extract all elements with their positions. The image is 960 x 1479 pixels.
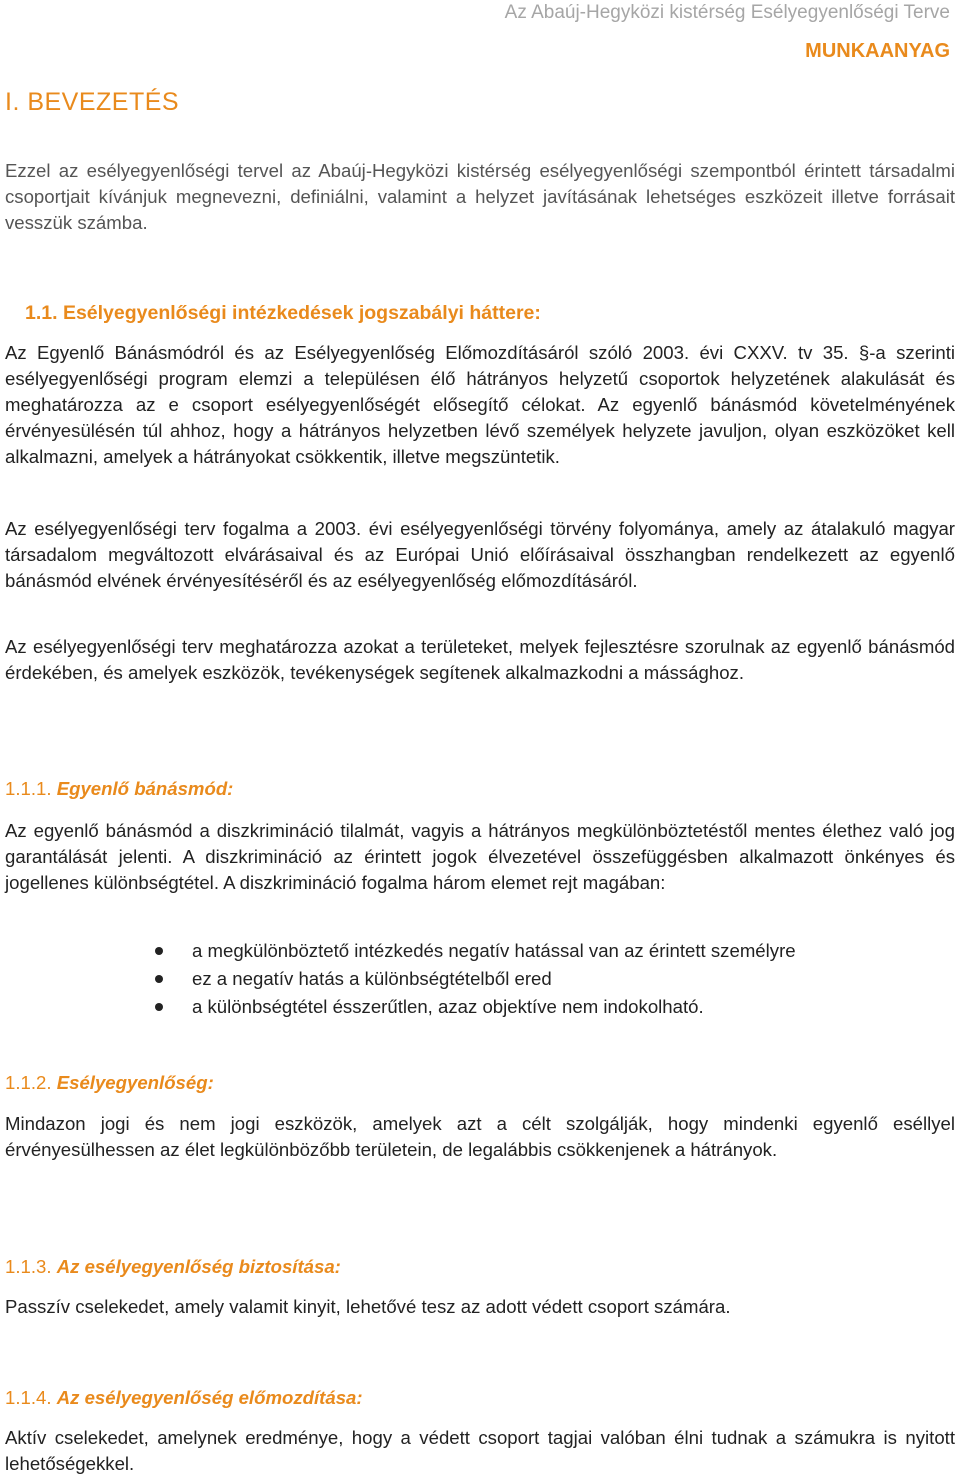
subsection-title: Egyenlő bánásmód:	[56, 778, 234, 799]
bullet-icon	[155, 975, 163, 983]
legal-paragraph-3: Az esélyegyenlőségi terv meghatározza azokat a területeket, melyek fejlesztésre szorulnak az egyenlő bánásmód érdekében, és amelyek eszközök, tevékenységek segítenek alkalmazkodni a mássághoz.	[5, 636, 955, 683]
subsection-heading-1-1-1	[5, 778, 233, 800]
subsection-heading-1-1-4	[5, 1387, 363, 1409]
intro-paragraph: Ezzel az esélyegyenlőségi tervel az Abaúj-Hegyközi kistérség esélyegyenlőségi szempontból érintett társadalmi csoportjait kívánjuk megnevezni, definiálni, valamint a helyzet javításának lehetséges eszközeit illetve forrásait vesszük számba.	[5, 160, 955, 233]
subsection-title: Az esélyegyenlőség előmozdítása:	[56, 1387, 363, 1408]
subsection-title: Esélyegyenlőség:	[56, 1072, 214, 1093]
opportunity-ensuring-paragraph: Passzív cselekedet, amely valamit kinyit, lehetővé tesz az adott védett csoport számára.	[5, 1296, 731, 1317]
subsection-number: 1.1.3.	[5, 1256, 52, 1277]
draft-label: MUNKAANYAG	[805, 40, 950, 62]
equal-treatment-paragraph: Az egyenlő bánásmód a diszkrimináció tilalmát, vagyis a hátrányos megkülönböztetéstől mentes élethez való jog garantálását jelenti. A diszkrimináció az érintett jogok élvezetével összefüggésben alkalmazott önkényes és jogellenes különbségtétel. A diszkrimináció fogalma három elemet rejt magában:	[5, 820, 955, 893]
subsection-number: 1.1.2.	[5, 1072, 52, 1093]
bullet-icon	[155, 1003, 163, 1011]
running-header: Az Abaúj-Hegyközi kistérség Esélyegyenlőségi Terve	[504, 2, 950, 23]
equal-opportunity-paragraph: Mindazon jogi és nem jogi eszközök, amelyek azt a célt szolgálják, hogy mindenki egyenlő eséllyel érvényesülhessen az élet legkülönbözőbb területein, de legalábbis csökkenjenek a hátrányok.	[5, 1113, 955, 1160]
subsection-number: 1.1.1.	[5, 778, 52, 799]
legal-paragraph-1: Az Egyenlő Bánásmódról és az Esélyegyenlőség Előmozdításáról szóló 2003. évi CXXV. tv 35. §-a szerinti esélyegyenlőségi program elemzi a településen élő hátrányos helyzetű csoportok helyzetének alakulását és meghatározza az e csoport esélyegyenlőségét elősegítő célokat. Az egyenlő bánásmód követelményének érvényesülésén túl ahhoz, hogy a hátrányos helyzetben lévő személyek helyzete javuljon, olyan eszközöket kell alkalmazni, amelyek a hátrányokat csökkentik, illetve megszüntetik.	[5, 342, 955, 467]
legal-paragraph-2: Az esélyegyenlőségi terv fogalma a 2003. évi esélyegyenlőségi törvény folyománya, amely az átalakuló magyar társadalom megváltozott elvárásaival és az Európai Unió előírásaival összhangban rendelkezett az egyenlő bánásmód elvének érvényesítéséről és az esélyegyenlőség előmozdításáról.	[5, 518, 955, 591]
bullet-icon	[155, 947, 163, 955]
subsection-heading-1-1-2	[5, 1072, 214, 1094]
subsection-heading-1-1-3	[5, 1256, 341, 1278]
subsection-title: Az esélyegyenlőség biztosítása:	[56, 1256, 341, 1277]
chapter-title: I. BEVEZETÉS	[5, 88, 180, 116]
opportunity-promotion-paragraph: Aktív cselekedet, amelynek eredménye, hogy a védett csoport tagjai valóban élni tudnak a számukra is nyitott lehetőségekkel.	[5, 1427, 955, 1474]
section-heading-1-1: 1.1. Esélyegyenlőségi intézkedések jogszabályi háttere:	[25, 302, 541, 324]
subsection-number: 1.1.4.	[5, 1387, 52, 1408]
